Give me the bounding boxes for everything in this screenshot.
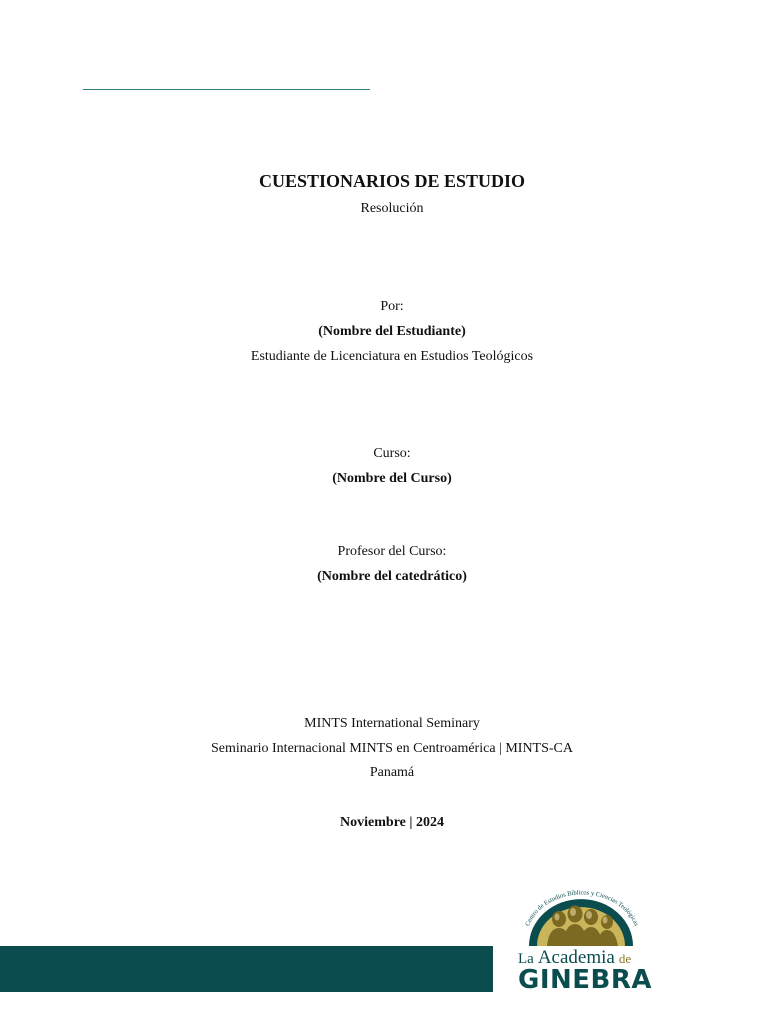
student-name: (Nombre del Estudiante) xyxy=(318,324,466,339)
institution-name: MINTS International Seminary xyxy=(304,716,480,731)
academia-de-ginebra-logo xyxy=(515,886,652,996)
course-label: Curso: xyxy=(373,446,411,461)
professor-label: Profesor del Curso: xyxy=(337,544,447,559)
student-program: Estudiante de Licenciatura en Estudios Teológicos xyxy=(250,349,534,364)
course-name: (Nombre del Curso) xyxy=(332,471,452,486)
author-label: Por: xyxy=(380,299,404,314)
logo-arc-text: Centro de Estudios Bíblicos y Ciencias Teológicas xyxy=(524,889,640,928)
logo-word-de: de xyxy=(618,951,632,966)
institution-regional-name: Seminario Internacional MINTS en Centroamérica | MINTS-CA xyxy=(210,741,574,756)
logo-word-ginebra: GINEBRA xyxy=(518,965,652,995)
footer-band xyxy=(0,946,493,992)
header-rule xyxy=(83,89,370,90)
institution-country: Panamá xyxy=(369,765,415,780)
document-date: Noviembre | 2024 xyxy=(340,815,444,830)
professor-name: (Nombre del catedrático) xyxy=(317,569,467,584)
document-subtitle: Resolución xyxy=(360,201,424,216)
document-title: CUESTIONARIOS DE ESTUDIO xyxy=(258,171,526,191)
logo-word-la: La xyxy=(518,951,534,967)
logo-word-academia: Academia xyxy=(537,947,615,968)
